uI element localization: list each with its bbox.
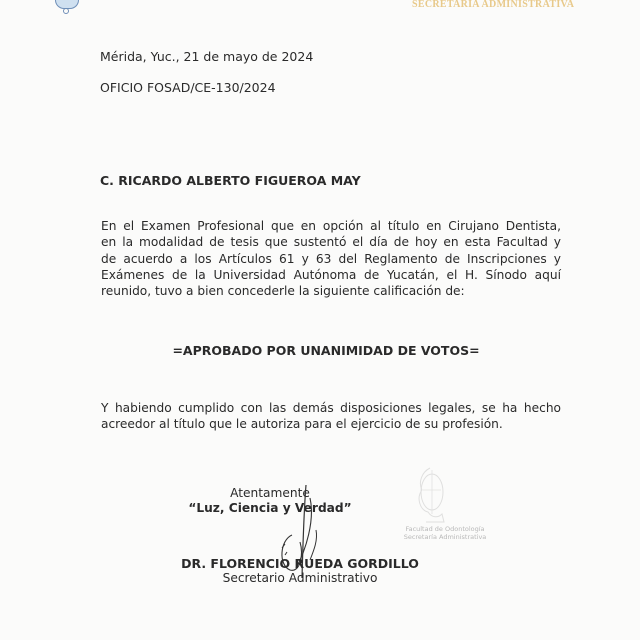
paragraph-line: de acuerdo a los Artículos 61 y 63 del Reglamento de Inscripciones y	[101, 251, 561, 266]
salutation: Atentamente	[230, 486, 310, 500]
paragraph-line: Exámenes de la Universidad Autónoma de Yucatán, el H. Sínodo aquí	[101, 267, 561, 282]
paragraph-line: Y habiendo cumplido con las demás disposiciones legales, se ha hecho	[101, 401, 561, 415]
paragraph-line: en la modalidad de tesis que sustentó el día de hoy en esta Facultad y	[101, 235, 561, 250]
verdict: =APROBADO POR UNANIMIDAD DE VOTOS=	[172, 343, 480, 358]
recipient-name: C. RICARDO ALBERTO FIGUEROA MAY	[100, 173, 361, 188]
seal-line-1: Facultad de Odontología	[405, 525, 485, 533]
letterhead-department: SECRETARÍA ADMINISTRATIVA	[412, 0, 575, 10]
paragraph-exam-result	[101, 218, 561, 299]
seal-line-2: Secretaría Administrativa	[403, 533, 487, 541]
paragraph-line: acreedor al título que le autoriza para el ejercicio de su profesión.	[101, 417, 503, 432]
seal-caption	[390, 525, 500, 541]
paragraph-line: En el Examen Profesional que en opción al título en Cirujano Dentista,	[101, 219, 561, 233]
crest-ring-icon	[63, 8, 69, 14]
signer-title: Secretario Administrativo	[222, 571, 378, 585]
signer-name: DR. FLORENCIO RUEDA GORDILLO	[181, 556, 419, 571]
motto: “Luz, Ciencia y Verdad”	[188, 501, 352, 515]
paragraph-entitlement	[101, 400, 561, 433]
office-number: OFICIO FOSAD/CE-130/2024	[100, 80, 276, 95]
paragraph-line: reunido, tuvo a bien concederle la siguiente calificación de:	[101, 284, 465, 299]
date-line: Mérida, Yuc., 21 de mayo de 2024	[100, 49, 314, 64]
